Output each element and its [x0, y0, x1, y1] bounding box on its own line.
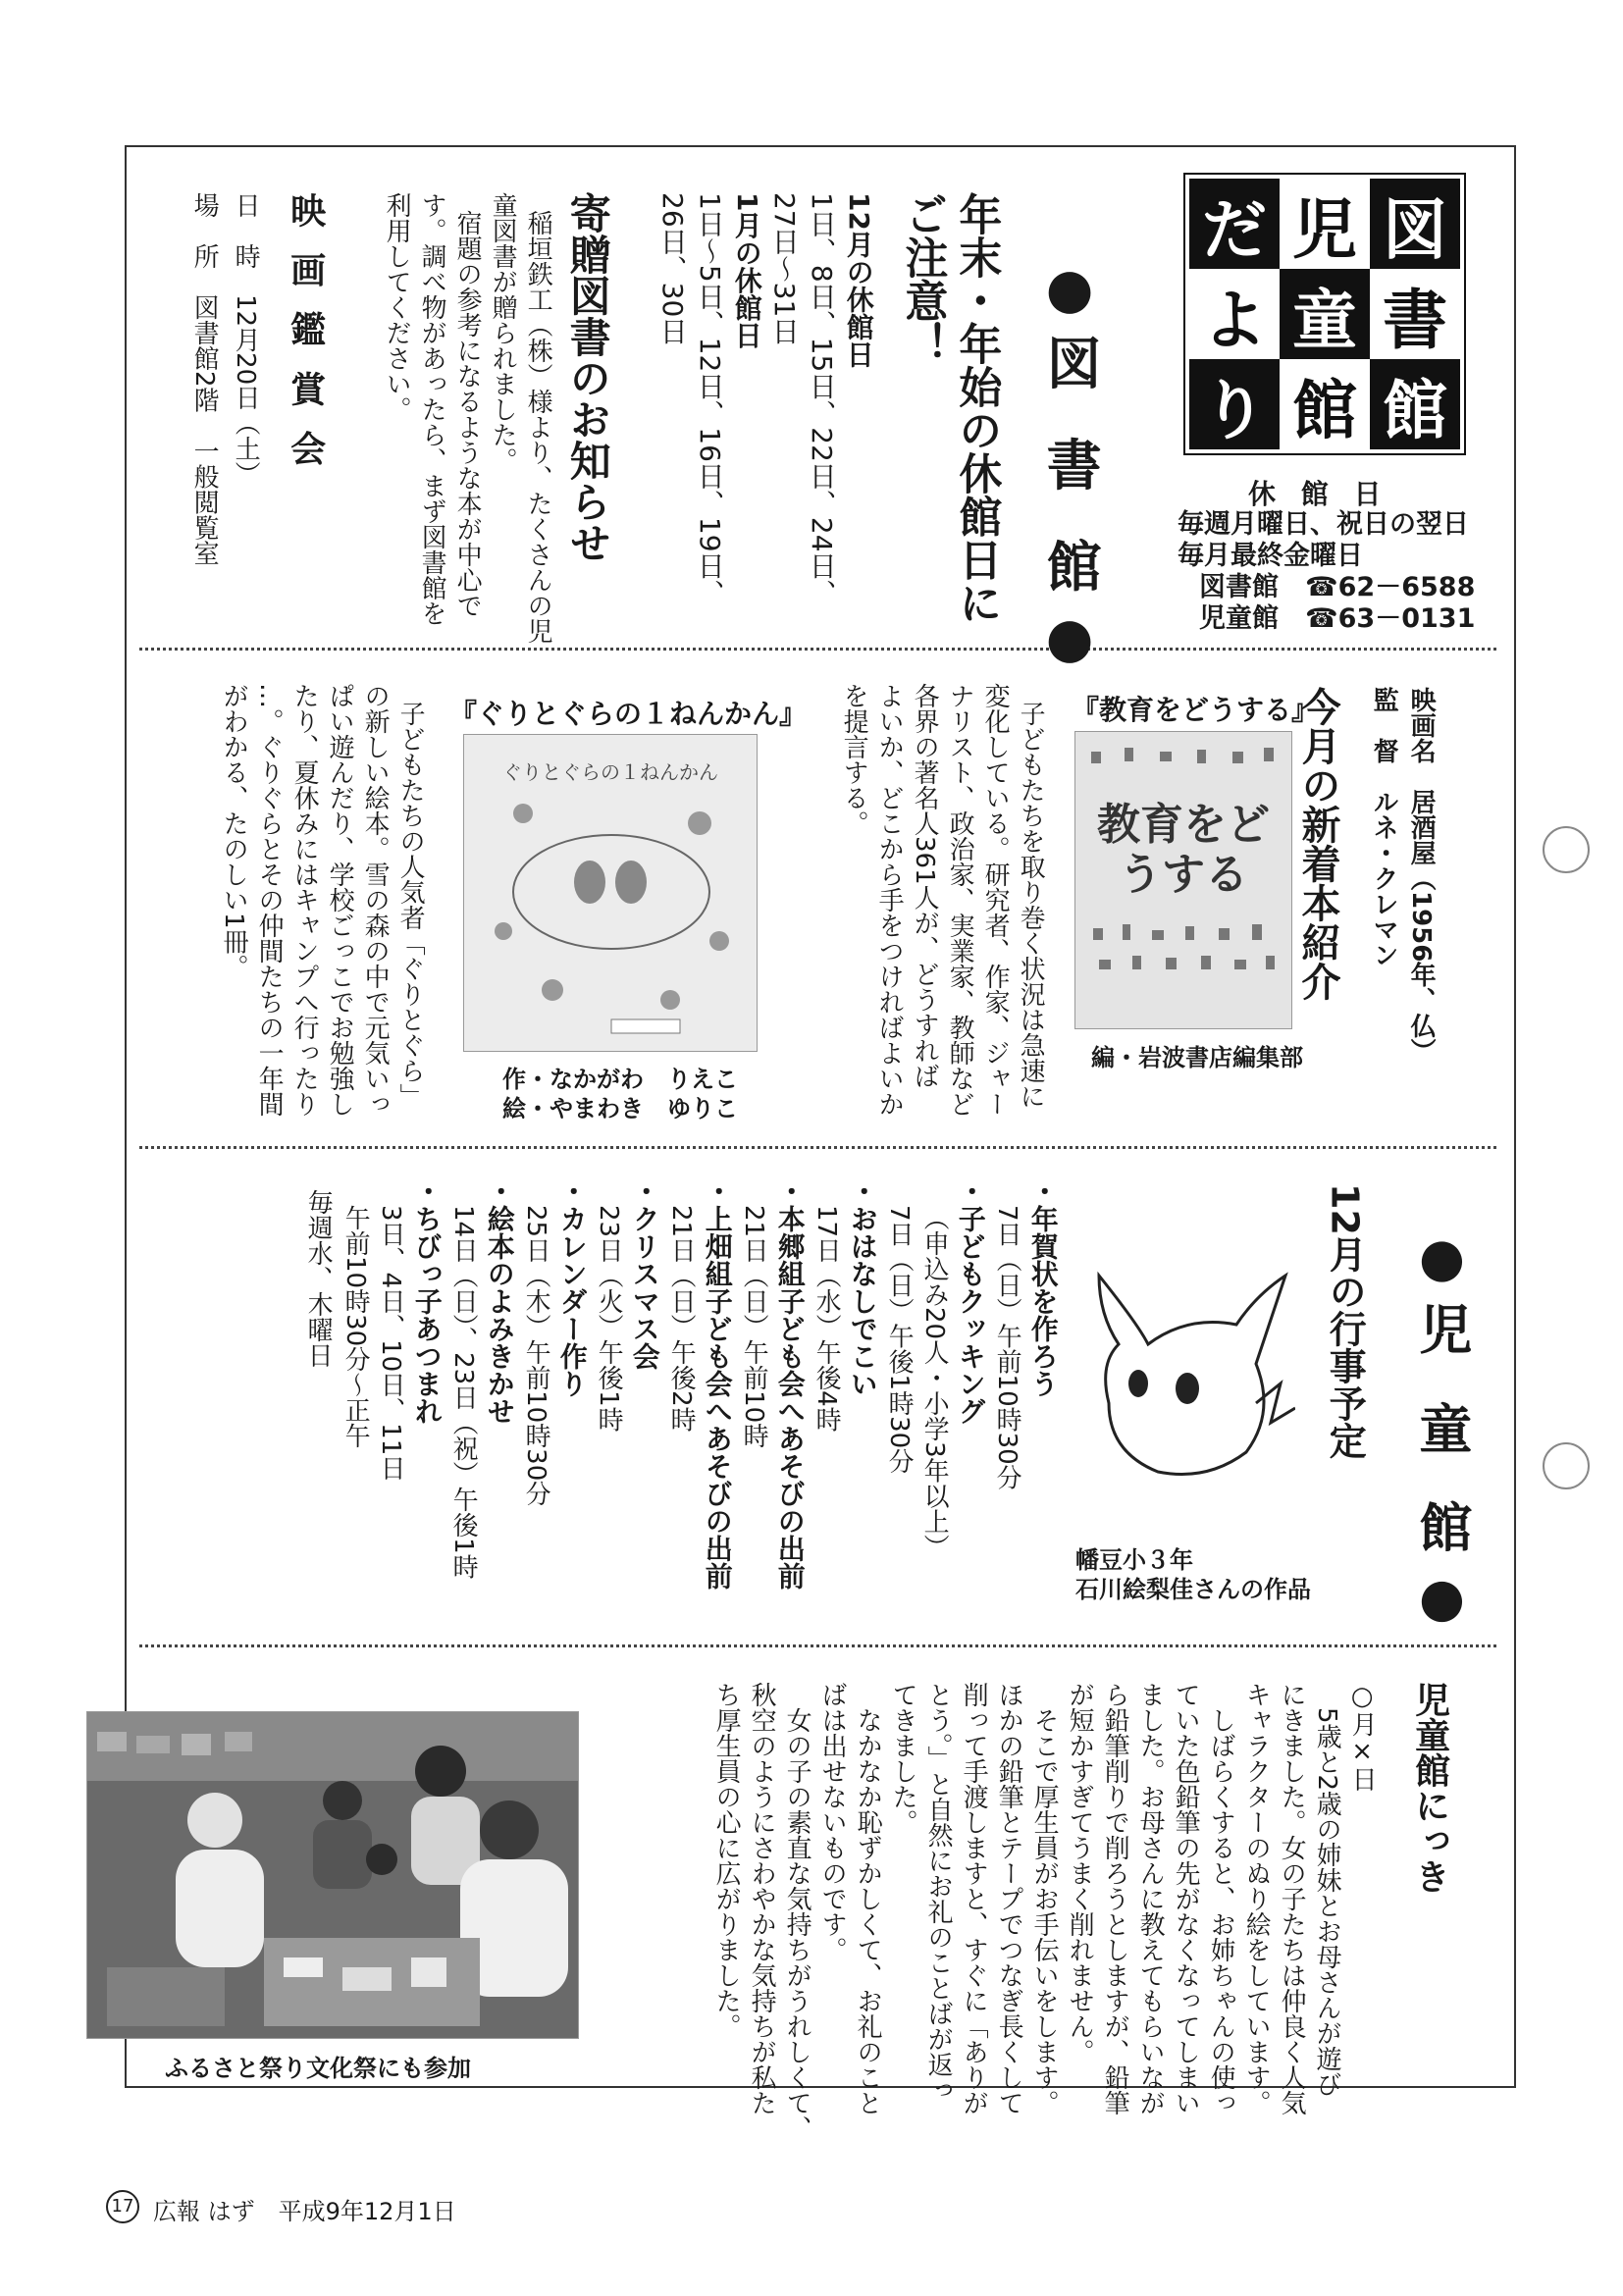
book2-text: の新しい絵本。雪の森の中で元気いっ [360, 683, 391, 1117]
book2-text: 子どもたちの人気者「ぐりとぐら」 [395, 701, 426, 1109]
logo-char: 童 [1280, 269, 1370, 359]
book2-text: ぱい遊んだり、学校ごっこでお勉強し [325, 683, 355, 1117]
book1-cover-pattern [1075, 732, 1291, 1028]
movie-place: 場 所 図書館2階 一般閲覧室 [189, 192, 220, 566]
event-name: ・ちびっ子あつまれ [410, 1177, 444, 1425]
section-divider [139, 1644, 1496, 1647]
event-name: ・子どもクッキング [954, 1177, 987, 1425]
jan-closed-days: 26日、30日 [655, 192, 689, 345]
notice-title: ご注意！ [897, 192, 948, 365]
donation-text: 宿題の参考になるような本が中心で [452, 210, 483, 618]
movie-date: 日 時 12月20日（土） [231, 192, 261, 488]
donation-text: 稲垣鉄工（株）様より、たくさんの児 [523, 210, 553, 644]
donation-title: 寄贈図書のお知らせ [563, 192, 612, 563]
diary-text: ら鉛筆削りで削ろうとしますが、鉛筆 [1100, 1682, 1130, 2115]
diary-text: ほかの鉛筆とテープでつなぎ長くして [994, 1682, 1024, 2115]
event-name: ・カレンダー作り [555, 1177, 589, 1397]
event-name: ・年賀状を作ろう [1026, 1177, 1060, 1397]
diary-text: にきました。女の子たちは仲良く人気 [1277, 1682, 1307, 2115]
book1-text: を提言する。 [839, 683, 869, 836]
jan-closed-label: 1月の休館日 [730, 192, 763, 349]
donation-text: 童図書が贈られました。 [488, 192, 518, 473]
book2-text: たり、夏休みにはキャンプへ行ったり [289, 683, 320, 1117]
closed-line: 毎月最終金曜日 [1178, 541, 1363, 571]
event-name: ・本郷組子ども会へあそびの出前 [773, 1177, 807, 1590]
event-detail: 3日、4日、10日、11日 [376, 1205, 406, 1482]
jan-closed-days: 1日～5日、12日、16日、19日、 [693, 192, 726, 607]
children-section-title: ●児 童 館● [1410, 1226, 1473, 1643]
diary-text: しばらくすると、お姉ちゃんの使っ [1206, 1707, 1236, 2115]
schedule-title: 12月の行事予定 [1323, 1183, 1367, 1459]
dec-closed-label: 12月の休館日 [842, 192, 875, 368]
logo-char: よ [1189, 269, 1280, 359]
logo-char: 図 [1370, 179, 1460, 269]
event-detail: 23日（火）午後1時 [594, 1205, 624, 1433]
movie-title: 映 画 鑑 賞 会 [285, 192, 326, 472]
drawing-caption: 幡豆小３年 [1075, 1546, 1193, 1574]
diary-text: 削って手渡しますと、すぐに「ありが [959, 1682, 989, 2115]
logo-char: だ [1189, 179, 1280, 269]
diary-text: が短かすぎてうまく削れません。 [1065, 1682, 1095, 2064]
dec-closed-days: 27日～31日 [767, 192, 801, 345]
diary-text: 女の子の素直な気持ちがうれしくて、 [782, 1707, 812, 2141]
logo-char: 書 [1370, 269, 1460, 359]
section-divider [139, 648, 1496, 651]
drawing-illustration [1070, 1256, 1295, 1511]
donation-text: 利用してください。 [382, 192, 412, 422]
library-logo [1189, 179, 1460, 449]
diary-text: ばは出せないものです。 [817, 1682, 848, 1962]
diary-text: 秋空のようにさわやかな気持ちが私た [747, 1682, 777, 2115]
footer-text: 広報 はず 平成9年12月1日 [153, 2198, 456, 2225]
diary-text: そこで厚生員がお手伝いをします。 [1029, 1707, 1060, 2115]
book1-text: 各界の著名人361人が、どうすれば [910, 683, 940, 1089]
donation-text: す。調べ物があったら、まず図書館を [417, 192, 447, 626]
festival-photo [86, 1711, 579, 2039]
event-detail: （申込み20人・小学3年以上） [919, 1205, 950, 1560]
diary-text: とう。」と自然にお礼のことばが返っ [923, 1682, 954, 2103]
book2-illustrator: 絵・やまわき ゆりこ [502, 1095, 738, 1122]
diary-title: 児童館にっき [1409, 1682, 1450, 1894]
diary-text: 5歳と2歳の姉妹とお母さんが遊び [1312, 1707, 1342, 2098]
event-detail: 7日（日）午後1時30分 [884, 1205, 915, 1475]
page-number: 17 [106, 2190, 139, 2223]
diary-date: ○月×日 [1347, 1682, 1378, 1792]
book2-text: がわかる、たのしい1冊。 [219, 683, 249, 980]
diary-text: キャラクターのぬり絵をしています。 [1241, 1682, 1272, 2115]
library-section-title: ●図 書 館● [1037, 257, 1102, 684]
diary-text: ち厚生員の心に広がりました。 [711, 1682, 742, 2039]
logo-char: 館 [1370, 359, 1460, 449]
event-detail: 午前10時30分～正午 [340, 1205, 371, 1449]
event-detail: 25日（木）午前10時30分 [521, 1205, 551, 1507]
book2-cover-title: ぐりとぐらの１ねんかん [502, 760, 718, 784]
notice-title: 年末・年始の休館日に [951, 192, 1002, 624]
closed-line: 毎週月曜日、祝日の翌日 [1178, 509, 1469, 540]
book2-cover [463, 734, 758, 1052]
movie-name: 映画名 居酒屋（1956年、仏） [1406, 687, 1437, 1065]
book1-credit: 編・岩波書店編集部 [1091, 1044, 1303, 1071]
event-name: ・絵本のよみきかせ [483, 1177, 516, 1425]
binder-hole [1543, 826, 1590, 873]
logo-char: り [1189, 359, 1280, 449]
closed-label: 休 館 日 [1248, 478, 1389, 510]
book1-title: 『教育をどうする』 [1072, 694, 1320, 726]
book2-title: 『ぐりとぐらの１ねんかん』 [449, 698, 808, 730]
event-name: ・クリスマス会 [628, 1177, 661, 1370]
logo-char: 館 [1280, 359, 1370, 449]
library-phone: 図書館 ☎62－6588 [1199, 572, 1476, 602]
book2-cover-illustration [464, 735, 757, 1051]
book1-text: よいか、どこから手をつければよいか [874, 683, 905, 1117]
festival-photo-shapes [87, 1712, 578, 2038]
event-detail: 21日（日）午前10時 [739, 1205, 769, 1449]
book1-text: ナリスト、政治家、実業家、教師など [945, 683, 975, 1117]
children-phone: 児童館 ☎63－0131 [1199, 603, 1476, 634]
book1-cover [1074, 731, 1292, 1029]
drawing-caption: 石川絵梨佳さんの作品 [1075, 1576, 1311, 1603]
event-detail: 21日（日）午後2時 [666, 1205, 697, 1433]
diary-text: てきました。 [888, 1682, 918, 1835]
dec-closed-days: 1日、8日、15日、22日、24日、 [805, 192, 838, 607]
event-detail: 17日（水）午後4時 [812, 1205, 842, 1433]
event-detail: 毎週水、木曜日 [303, 1189, 334, 1368]
event-name: ・上畑組子ども会へあそびの出前 [701, 1177, 734, 1590]
movie-director: 監 督 ルネ・クレマン [1369, 687, 1399, 967]
book2-author: 作・なかがわ りえこ [502, 1066, 738, 1093]
event-detail: 14日（日）、23日（祝）午後1時 [448, 1205, 479, 1580]
diary-text: なかなか恥ずかしくて、お礼のこと [853, 1707, 883, 2115]
book2-text: …。ぐりぐらとその仲間たちの一年間 [254, 683, 285, 1117]
book1-text: 変化している。研究者、作家、ジャー [980, 683, 1011, 1117]
book1-text: 子どもたちを取り巻く状況は急速に [1016, 701, 1046, 1109]
event-name: ・おはなしでこい [846, 1177, 879, 1397]
diary-text: ました。お母さんに教えてもらいなが [1135, 1682, 1166, 2115]
photo-caption: ふるさと祭り文化祭にも参加 [165, 2055, 471, 2082]
new-books-title: 今月の新着本紹介 [1295, 687, 1340, 1001]
binder-hole [1543, 1442, 1590, 1489]
event-detail: 7日（日）午前10時30分 [992, 1205, 1022, 1490]
logo-char: 児 [1280, 179, 1370, 269]
diary-text: ていた色鉛筆の先がなくなってしまい [1171, 1682, 1201, 2115]
book1-cover-title: 教育をどうする [1097, 800, 1270, 900]
section-divider [139, 1146, 1496, 1149]
